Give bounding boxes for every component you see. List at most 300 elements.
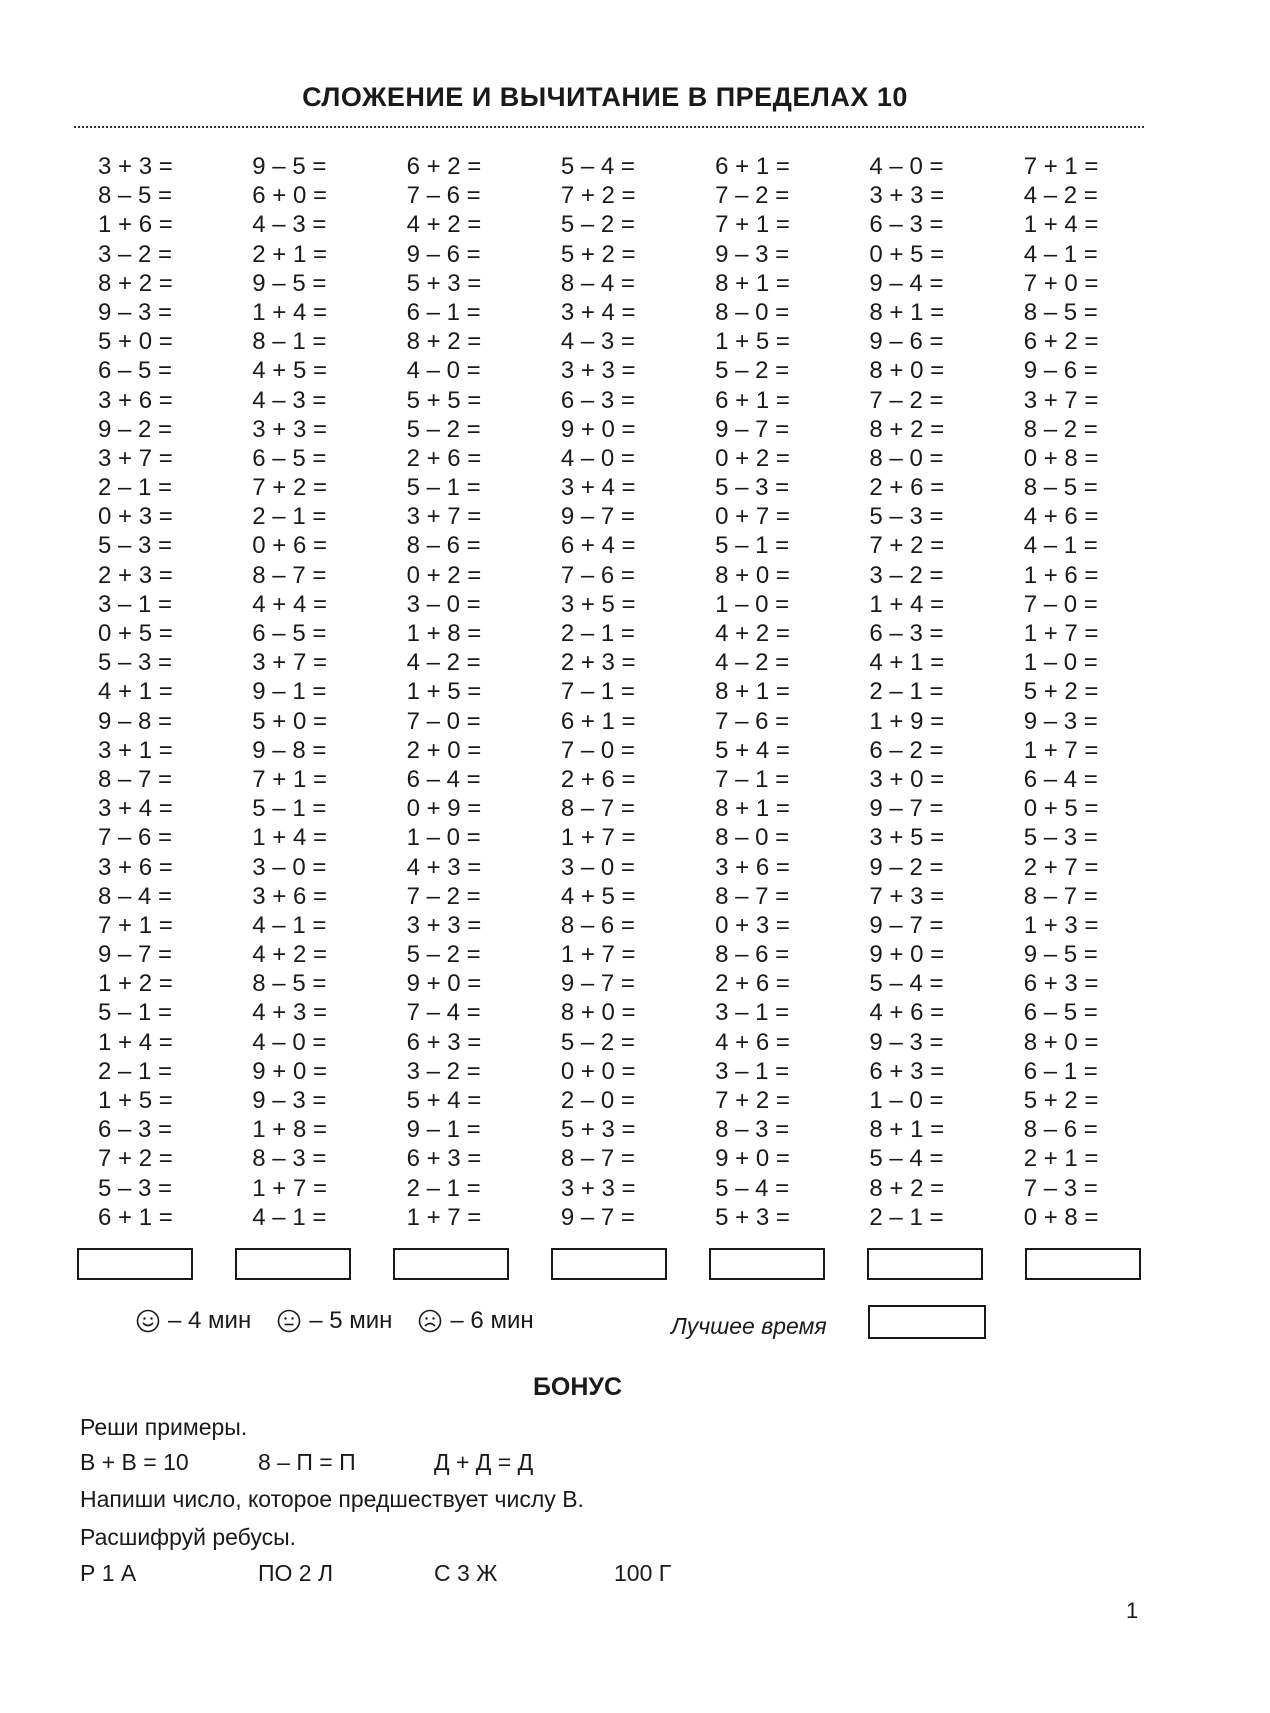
equation: 1 + 7 = [252,1174,328,1202]
equation: 7 + 3 = [869,882,945,910]
bonus-task-3: Расшифруй ребусы. [80,1524,297,1550]
equation: 1 – 0 = [715,590,790,618]
equation: 6 + 3 = [1023,970,1099,998]
equation: 2 – 1 = [560,620,635,647]
equation: 3 – 2 = [98,240,173,268]
timing-sad-label: – 6 мин [450,1307,534,1334]
equation: 9 + 0 = [715,1145,790,1173]
equation: 3 + 3 = [98,153,173,180]
smiley-neutral-icon [277,1309,301,1333]
equation: 6 – 5 = [1023,999,1098,1027]
equation: 3 + 7 = [98,444,173,472]
equation: 9 + 0 = [406,970,482,998]
equation: 8 + 0 = [1023,1028,1099,1056]
equation: 9 – 2 = [98,415,173,443]
equation: 3 – 0 = [560,853,635,881]
equation: 3 + 7 = [252,649,328,677]
equation: 2 + 3 = [98,561,173,589]
equation: 5 – 4 = [869,970,944,998]
equation: 4 + 5 = [252,357,328,385]
equation: 5 + 5 = [406,386,482,414]
equation: 8 – 2 = [1023,415,1098,443]
equation: 7 + 1 = [98,911,173,939]
equation: 5 + 3 = [406,269,482,297]
equation-column [384,152,538,1232]
equation: 9 – 3 = [1023,707,1098,735]
equation: 8 – 7 = [252,561,327,589]
equation: 5 – 3 = [98,532,173,560]
equation: 5 – 4 = [715,1174,790,1202]
equation: 8 + 0 = [715,561,790,589]
equation: 8 – 7 = [560,795,635,823]
equation: 3 + 3 = [560,357,636,385]
equation: 8 – 7 = [560,1145,635,1173]
equation: 1 – 0 = [1023,649,1098,677]
smiley-happy-icon [136,1309,160,1333]
equation: 7 + 0 = [1023,269,1099,297]
equation: 3 – 2 = [406,1057,481,1085]
equation: 4 – 3 = [252,386,327,414]
bonus-task-1: Реши примеры. [80,1414,248,1440]
equation: 5 – 1 = [252,795,327,823]
equation: 8 – 6 = [715,941,790,969]
bonus-heading: БОНУС [532,1373,623,1401]
equation-column [1001,152,1155,1232]
equation: 4 – 0 = [560,444,635,472]
equation: 9 – 7 = [560,970,635,998]
equation: 0 + 8 = [1023,1203,1099,1231]
equation: 1 + 7 = [1023,736,1099,764]
equation: 8 + 1 = [869,298,945,326]
equation-column [75,152,229,1232]
equation-column [846,152,1000,1232]
equation: 1 + 5 = [98,1087,173,1114]
equation: 5 + 3 = [560,1116,636,1144]
equation: 4 + 6 = [715,1028,790,1056]
equation: 8 – 5 = [1023,474,1098,502]
equation: 2 – 0 = [560,1087,635,1114]
equation-column [229,152,383,1232]
equation: 9 – 3 = [98,298,173,326]
equation: 7 – 2 = [715,182,790,210]
equation: 8 – 4 = [98,882,173,910]
equation: 9 – 5 = [252,153,327,180]
equation: 3 + 0 = [869,765,945,793]
equation: 9 – 7 = [560,1203,635,1231]
equation: 1 + 7 = [406,1203,482,1231]
equation: 6 – 5 = [252,444,327,472]
equation: 4 – 2 = [715,649,790,677]
rebus: С 3 Ж [434,1560,498,1586]
column-answer-box[interactable] [1025,1248,1141,1280]
equation: 4 – 1 = [252,1203,327,1231]
equation: 0 + 8 = [1023,444,1099,472]
equation: 5 + 2 = [1023,1087,1099,1114]
equation: 6 + 4 = [560,532,636,560]
equation: 9 – 7 = [98,941,173,969]
equation: 3 + 6 = [252,882,328,910]
equation: 7 – 3 = [1023,1174,1098,1202]
equation: 0 + 3 = [715,911,790,939]
timing-sad [418,1307,533,1335]
equation: 9 – 6 = [1023,357,1098,385]
equation: 8 – 6 = [406,532,481,560]
best-time-box[interactable] [868,1305,986,1339]
column-answer-box[interactable] [867,1248,983,1280]
equation: 0 + 5 = [869,240,945,268]
equation: 1 + 4 = [869,590,945,618]
equation: 6 – 3 = [869,211,944,239]
equation: 7 + 2 = [560,182,636,210]
equation: 1 + 6 = [98,211,173,239]
equation: 6 – 4 = [1023,765,1098,793]
equation: 7 – 4 = [406,999,481,1027]
equation: 7 – 2 = [406,882,481,910]
equation: 2 + 1 = [252,240,328,268]
equation: 0 + 2 = [406,561,482,589]
equation: 5 + 0 = [98,328,173,356]
equation: 2 – 1 = [869,678,944,706]
bonus-example: Д + Д = Д [434,1449,534,1475]
equation: 9 – 3 = [252,1087,327,1114]
equation: 7 – 6 = [560,561,635,589]
equation: 7 + 2 = [869,532,945,560]
equation: 8 – 6 = [560,911,635,939]
equation: 9 – 7 = [869,911,944,939]
equation: 4 + 6 = [1023,503,1099,531]
equation: 3 + 3 = [560,1174,636,1202]
equation: 9 – 1 = [252,678,327,706]
equation: 8 – 5 = [98,182,173,210]
equation: 3 + 6 = [98,853,173,881]
equation: 5 + 0 = [252,707,328,735]
equation: 8 – 0 = [869,444,944,472]
equation: 5 – 2 = [560,1028,635,1056]
equation: 0 + 7 = [715,503,790,531]
equation: 9 – 8 = [252,736,327,764]
dotted-divider [74,126,1144,128]
equation: 5 + 4 = [406,1087,482,1114]
equation: 5 + 2 = [560,240,636,268]
equation: 8 – 4 = [560,269,635,297]
equation: 0 + 6 = [252,532,328,560]
equation: 0 + 0 = [560,1057,636,1085]
equation: 1 + 9 = [869,707,945,735]
equation: 6 – 5 = [98,357,173,385]
timing-legend [136,1307,560,1335]
equation: 0 + 5 = [1023,795,1099,823]
equation: 8 + 2 = [98,269,173,297]
equation: 5 – 2 = [406,415,481,443]
equation: 3 + 5 = [869,824,945,852]
equation: 9 – 1 = [406,1116,481,1144]
page-number: 1 [1126,1598,1139,1623]
equation: 7 – 1 = [715,765,790,793]
equation: 5 – 3 = [98,1174,173,1202]
equation: 5 – 2 = [560,211,635,239]
equation: 4 + 2 = [715,620,790,647]
equation: 3 + 3 = [869,182,945,210]
equation: 7 – 1 = [560,678,635,706]
equation: 7 + 2 = [715,1087,790,1114]
equation: 9 – 4 = [869,269,944,297]
equation: 9 – 3 = [869,1028,944,1056]
equation: 8 – 0 = [715,824,790,852]
equation: 9 + 0 = [560,415,636,443]
equation: 8 + 2 = [869,415,945,443]
equation: 4 – 3 = [252,211,327,239]
equation: 1 – 0 = [406,824,481,852]
equation: 4 + 1 = [98,678,173,706]
equation: 1 + 8 = [252,1116,328,1144]
equation: 1 + 7 = [560,824,636,852]
equation: 5 + 3 = [715,1203,790,1231]
equation: 3 – 2 = [869,561,944,589]
equation: 8 + 2 = [406,328,482,356]
equation: 1 + 5 = [406,678,482,706]
equation: 5 – 2 = [406,941,481,969]
equation: 0 + 5 = [98,620,173,647]
equation: 8 – 3 = [252,1145,327,1173]
equation: 6 + 1 = [560,707,636,735]
equation: 9 – 6 = [869,328,944,356]
bonus-examples [80,1449,680,1479]
equation: 6 – 3 = [869,620,944,647]
equation: 5 – 4 = [560,153,635,180]
equation: 3 + 3 = [252,415,328,443]
column-answer-box[interactable] [77,1248,193,1280]
equation: 9 – 5 = [1023,941,1098,969]
equation: 8 + 2 = [869,1174,945,1202]
equation: 8 – 7 = [98,765,173,793]
equation: 6 + 3 = [406,1028,482,1056]
equation: 1 + 5 = [715,328,790,356]
equation: 2 + 3 = [560,649,636,677]
equation: 5 – 1 = [715,532,790,560]
equation: 7 – 6 = [715,707,790,735]
equation: 6 + 1 = [98,1203,173,1231]
equation: 1 + 6 = [1023,561,1099,589]
equation: 2 – 1 = [869,1203,944,1231]
bonus-rebuses [80,1560,780,1590]
equation: 4 – 1 = [252,911,327,939]
equation: 3 + 5 = [560,590,636,618]
equation: 4 – 3 = [560,328,635,356]
equation: 5 – 4 = [869,1145,944,1173]
equation: 8 – 7 = [715,882,790,910]
answer-boxes [77,1248,1183,1280]
equation: 8 + 0 = [560,999,636,1027]
equation: 5 – 1 = [406,474,481,502]
equation: 8 – 1 = [252,328,327,356]
equation: 9 – 7 = [869,795,944,823]
equation: 2 + 6 = [560,765,636,793]
equation: 2 – 1 = [252,503,327,531]
equation: 4 – 1 = [1023,532,1098,560]
equation: 2 – 1 = [406,1174,481,1202]
equation: 4 + 2 = [252,941,328,969]
column-answer-box[interactable] [709,1248,825,1280]
equation: 3 + 7 = [406,503,482,531]
equation: 4 + 4 = [252,590,328,618]
equation: 1 + 3 = [1023,911,1099,939]
equation: 3 + 4 = [560,298,636,326]
equation: 9 – 6 = [406,240,481,268]
equation: 8 – 3 = [715,1116,790,1144]
equation: 7 + 2 = [252,474,328,502]
equation: 2 + 6 = [715,970,790,998]
equation: 4 – 0 = [252,1028,327,1056]
equation: 2 – 1 = [98,474,173,502]
equation: 8 + 1 = [715,678,790,706]
equation: 4 – 0 = [869,153,944,180]
rebus: 100 Г [614,1560,672,1586]
equation: 3 – 0 = [252,853,327,881]
equation: 6 + 1 = [715,386,790,414]
equation: 4 + 5 = [560,882,636,910]
equation: 8 – 7 = [1023,882,1098,910]
equation: 1 + 4 = [98,1028,173,1056]
equation: 1 + 2 = [98,970,173,998]
equation: 9 – 7 = [560,503,635,531]
equation: 3 + 1 = [98,736,173,764]
equation: 6 – 5 = [252,620,327,647]
equation: 5 – 3 = [869,503,944,531]
equation: 3 – 0 = [406,590,481,618]
equation: 7 – 6 = [406,182,481,210]
timing-neutral [277,1307,392,1335]
timing-happy [136,1307,251,1335]
equation: 7 – 0 = [1023,590,1098,618]
equation: 3 – 1 = [715,999,790,1027]
equation: 6 – 1 = [406,298,481,326]
equation: 5 + 4 = [715,736,790,764]
equation: 5 – 3 = [1023,824,1098,852]
equation: 3 + 6 = [98,386,173,414]
equation: 1 + 4 = [1023,211,1099,239]
equation: 1 + 4 = [252,824,328,852]
equation: 2 + 6 = [406,444,482,472]
equation: 9 – 7 = [715,415,790,443]
equation: 6 + 3 = [406,1145,482,1173]
equation: 9 + 0 = [869,941,945,969]
timing-neutral-label: – 5 мин [309,1307,393,1334]
equation: 4 + 1 = [869,649,945,677]
equation: 6 – 1 = [1023,1057,1098,1085]
equation: 5 – 2 = [715,357,790,385]
equation: 6 + 1 = [715,153,790,180]
equation: 0 + 3 = [98,503,173,531]
equation: 7 – 6 = [98,824,173,852]
equations-grid [75,152,1155,1232]
equation: 3 + 4 = [98,795,173,823]
equation: 4 + 3 = [252,999,328,1027]
equation: 6 – 3 = [560,386,635,414]
equation: 1 + 7 = [560,941,636,969]
rebus: Р 1 А [80,1560,137,1586]
equation: 4 – 1 = [1023,240,1098,268]
bonus-example: В + В = 10 [80,1449,189,1475]
equation: 0 + 9 = [406,795,482,823]
bonus-example: 8 – П = П [258,1449,356,1475]
equation: 4 + 6 = [869,999,945,1027]
timing-happy-label: – 4 мин [168,1307,252,1334]
equation: 7 – 2 = [869,386,944,414]
equation: 3 – 1 = [715,1057,790,1085]
smiley-sad-icon [418,1309,442,1333]
equation: 5 – 1 = [98,999,173,1027]
equation: 2 + 7 = [1023,853,1099,881]
equation: 2 + 0 = [406,736,482,764]
equation: 3 – 1 = [98,590,173,618]
equation: 1 + 4 = [252,298,328,326]
equation: 1 + 7 = [1023,620,1099,647]
equation: 4 – 2 = [406,649,481,677]
equation: 3 + 3 = [406,911,482,939]
equation: 1 + 8 = [406,620,482,647]
equation: 6 – 4 = [406,765,481,793]
equation: 5 – 3 = [715,474,790,502]
equation: 7 + 1 = [1023,153,1099,180]
equation: 9 – 8 = [98,707,173,735]
equation: 5 – 3 = [98,649,173,677]
bonus-task-2: Напиши число, которое предшествует числу В. [80,1486,584,1512]
equation: 8 + 1 = [869,1116,945,1144]
equation: 1 – 0 = [869,1087,944,1114]
equation: 2 + 6 = [869,474,945,502]
equation: 4 – 2 = [1023,182,1098,210]
equation: 2 + 1 = [1023,1145,1099,1173]
equation: 6 + 2 = [1023,328,1099,356]
equation: 3 + 4 = [560,474,636,502]
equation: 2 – 1 = [98,1057,173,1085]
equation: 4 + 3 = [406,853,482,881]
equation: 9 – 2 = [869,853,944,881]
equation: 8 – 5 = [252,970,327,998]
equation: 8 – 6 = [1023,1116,1098,1144]
equation: 9 + 0 = [252,1057,328,1085]
equation: 6 + 0 = [252,182,328,210]
best-time-label: Лучшее время [671,1313,827,1339]
equation: 9 – 5 = [252,269,327,297]
equation: 6 – 2 = [869,736,944,764]
column-answer-box[interactable] [551,1248,667,1280]
equation-column [692,152,846,1232]
page-title: СЛОЖЕНИЕ И ВЫЧИТАНИЕ В ПРЕДЕЛАХ 10 [302,82,908,112]
equation: 5 + 2 = [1023,678,1099,706]
equation: 6 + 2 = [406,153,482,180]
equation: 8 + 0 = [869,357,945,385]
equation: 6 + 3 = [869,1057,945,1085]
column-answer-box[interactable] [235,1248,351,1280]
equation: 7 + 1 = [715,211,790,239]
equation: 9 – 3 = [715,240,790,268]
equation: 4 – 0 = [406,357,481,385]
equation: 3 + 6 = [715,853,790,881]
equation: 8 + 1 = [715,269,790,297]
equation: 8 + 1 = [715,795,790,823]
equation-column [538,152,692,1232]
equation: 8 – 0 = [715,298,790,326]
equation: 7 + 2 = [98,1145,173,1173]
equation: 7 – 0 = [560,736,635,764]
equation: 3 + 7 = [1023,386,1099,414]
equation: 7 + 1 = [252,765,328,793]
equation: 4 + 2 = [406,211,482,239]
equation: 8 – 5 = [1023,298,1098,326]
rebus: ПО 2 Л [258,1560,334,1586]
column-answer-box[interactable] [393,1248,509,1280]
